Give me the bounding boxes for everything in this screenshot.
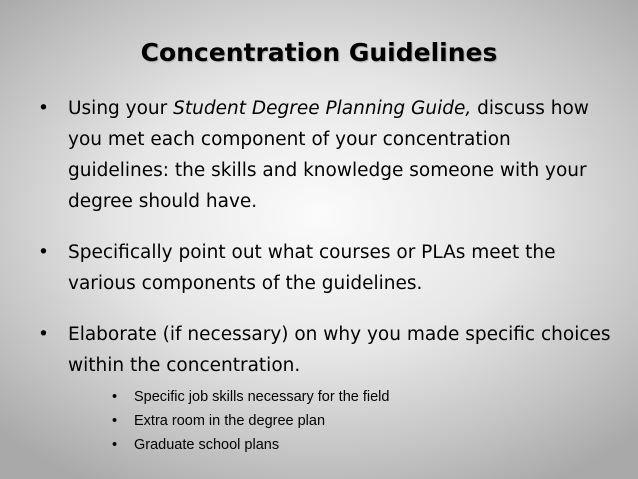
bullet-dot-icon: • <box>38 98 49 119</box>
sub-bullet-dot-icon: • <box>112 389 118 405</box>
sub-bullet-item <box>112 385 616 409</box>
sub-bullet-dot-icon: • <box>112 437 118 453</box>
sub-bullet-list <box>36 385 616 457</box>
bullet-text-pre: Using your <box>68 98 174 119</box>
bullet-item <box>36 93 616 217</box>
bullet-text: Specifically point out what courses or PLAs meet the various components of the guidelines. <box>68 242 556 294</box>
bullet-item <box>36 237 616 299</box>
sub-bullet-text: Specific job skills necessary for the field <box>134 389 390 405</box>
sub-bullet-item <box>112 433 616 457</box>
sub-bullet-text: Graduate school plans <box>134 437 280 453</box>
bullet-text-post: discuss how you met each component of your concentration guidelines: the skills and knowledge someone with your degree should have. <box>68 98 589 212</box>
sub-bullet-dot-icon: • <box>112 413 118 429</box>
bullet-dot-icon: • <box>38 242 49 263</box>
sub-bullet-item <box>112 409 616 433</box>
bullet-text-emphasis: Student Degree Planning Guide, <box>173 98 472 119</box>
slide-title: Concentration Guidelines <box>140 38 498 67</box>
bullet-dot-icon: • <box>38 324 49 345</box>
bullet-item <box>36 319 616 381</box>
slide-body <box>36 93 616 457</box>
bullet-text: Elaborate (if necessary) on why you made specific choices within the concentration. <box>68 324 611 376</box>
sub-bullet-text: Extra room in the degree plan <box>134 413 326 429</box>
